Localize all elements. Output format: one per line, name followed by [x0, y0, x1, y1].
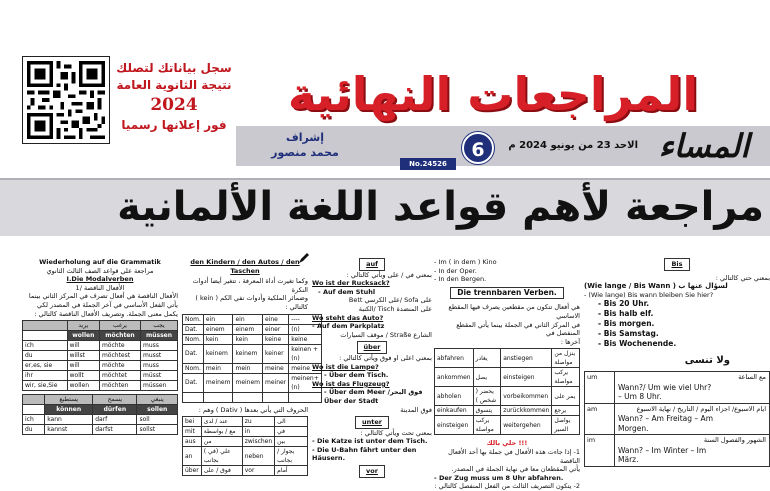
- answer: - Über dem Tisch.: [324, 371, 389, 380]
- table-cell: aus: [183, 437, 202, 447]
- table-cell: kann: [45, 415, 93, 425]
- time-prep: am: [585, 404, 615, 435]
- table-header: können: [45, 405, 93, 415]
- intro-line: هي أفعال تتكون من مقطعين يصرف فيها المقطع الاساسي: [448, 303, 580, 320]
- answer: - Auf dem Parkplatz: [312, 322, 385, 331]
- table-cell: ----: [289, 314, 322, 324]
- intro-line: يكمل معنى الجملة. وتصريف الأفعال الناقصة كالتالي :: [34, 309, 178, 318]
- table-row: [435, 416, 580, 435]
- promo-line-1: سجل بياناتك لتصلك: [116, 61, 232, 75]
- table-cell: الى: [275, 417, 308, 427]
- intro-line: الأفعال الناقصة هي أفعال تصرف في المركز الثاني بينما: [28, 292, 178, 301]
- example: - Die Katze ist unter dem Tisch.: [312, 437, 428, 446]
- table-row: [183, 344, 322, 363]
- table-cell: weitergehen: [501, 416, 552, 435]
- table-cell: يرغب: [99, 321, 140, 331]
- time-prep-note: الشهور والفصول السنة: [703, 436, 766, 445]
- answer-note: على Sofa /على الكرسي Bett: [348, 296, 432, 305]
- promo-year: 2024: [150, 95, 198, 115]
- table-cell: ich: [23, 415, 45, 425]
- table-row: [23, 341, 178, 351]
- table-row: [435, 406, 580, 416]
- table-cell: anstiegen: [501, 349, 552, 368]
- table-row: [435, 387, 580, 406]
- articles-table: [182, 314, 322, 403]
- table-cell: neben: [242, 447, 274, 466]
- time-prep-example: – Um 8 Uhr.: [618, 392, 662, 402]
- section-heading-ar: الأفعال الناقصة /1: [75, 283, 125, 292]
- table-row: [23, 381, 178, 391]
- table-cell: einsteigen: [501, 368, 552, 387]
- separable-verbs-table: [434, 348, 580, 435]
- table-cell: meinen+ (n): [289, 373, 322, 392]
- tip-example: - Der Zug muss um 8 Uhr abfahren.: [434, 473, 564, 482]
- articles-heading: den Kindern / den Autos / den Taschen: [190, 258, 300, 275]
- table-cell: (n): [289, 324, 322, 334]
- tip-heading: حلي بالك !!!: [486, 439, 528, 448]
- table-cell: mit: [183, 427, 202, 437]
- question: Wo ist das Flugzeug?: [312, 379, 390, 388]
- table-cell: Dat.: [183, 344, 204, 363]
- table-cell: möchtest: [99, 351, 140, 361]
- table-row: [183, 427, 308, 437]
- table-cell: musst: [140, 351, 177, 361]
- table-cell: يركب مواصلة: [473, 416, 501, 435]
- example-line: - In der Oper.: [434, 266, 477, 275]
- table-cell: du: [23, 425, 45, 435]
- table-cell: يسمح: [93, 395, 137, 405]
- table-cell: في: [275, 427, 308, 437]
- table-cell: [233, 392, 263, 402]
- table-cell: wollt: [67, 371, 99, 381]
- time-prep-example: Wann? – Am Freitag – Am: [618, 414, 713, 424]
- table-cell: an: [183, 447, 202, 466]
- table-cell: einem: [233, 324, 263, 334]
- table-cell: vorbeikommen: [501, 387, 552, 406]
- separable-verbs-box: Die trennbaren Verben.: [450, 287, 564, 300]
- table-cell: keiner: [263, 344, 289, 363]
- promo-line-2: نتيجة الثانوية العامة: [116, 78, 232, 92]
- table-cell: Nom.: [183, 334, 204, 344]
- table-cell: ankommen: [435, 368, 474, 387]
- table-row: [183, 324, 322, 334]
- table-row: [183, 392, 322, 402]
- table-header: dürfen: [93, 405, 137, 415]
- column-modal-verbs: [22, 258, 178, 488]
- table-cell: يواصل السير: [552, 416, 580, 435]
- table-cell: keinem: [203, 344, 233, 363]
- table-header: sollen: [137, 405, 178, 415]
- table-cell: zu: [242, 417, 274, 427]
- table-row: [23, 415, 178, 425]
- table-cell: einkaufen: [435, 406, 474, 416]
- table-cell: [23, 395, 45, 405]
- table-cell: مع / بواسطة: [201, 427, 242, 437]
- answer-note: الشارع Straße / موقف السيارات: [340, 330, 432, 339]
- issue-number-badge: 6: [462, 132, 494, 164]
- table-cell: du: [23, 351, 68, 361]
- table-cell: [23, 405, 45, 415]
- table-row: [435, 368, 580, 387]
- table-row: [183, 363, 322, 373]
- time-prep-note: مع الساعة: [738, 373, 766, 382]
- table-cell: يمر على: [552, 387, 580, 406]
- results-promo: [116, 60, 232, 134]
- table-cell: will: [67, 341, 99, 351]
- column-bis: [584, 258, 770, 488]
- note-line: وضمائر الملكية وأدوات نفي الكم ( kein ) كالتالي :: [195, 294, 308, 311]
- table-cell: ein: [233, 314, 263, 324]
- table-cell: vor: [242, 466, 274, 476]
- table-header: möchten: [99, 331, 140, 341]
- question: Wo steht das Auto?: [312, 313, 384, 322]
- table-cell: بين: [275, 437, 308, 447]
- column-articles: [182, 258, 319, 488]
- table-cell: kein: [203, 334, 233, 344]
- intro-line: يأتي الفعل الأساسي في آخر الجملة في المصدر لكي: [36, 300, 178, 309]
- auf-description: بمعني في / على وبأتي كالتالي :: [346, 270, 432, 279]
- table-cell: kein: [233, 334, 263, 344]
- table-cell: einer: [263, 324, 289, 334]
- table-cell: ينزل من مواصلة: [552, 349, 580, 368]
- subject-title: مراجعة لأهم قواعد اللغة الألمانية: [117, 184, 764, 230]
- supervision-label: إشراف: [286, 131, 324, 144]
- table-row: [23, 361, 178, 371]
- intro-line: في المركز الثاني في الجملة بينما يأتي المقطع المنفصل في: [456, 320, 580, 338]
- table-cell: meine: [263, 363, 289, 373]
- table-cell: عند / لدى: [201, 417, 242, 427]
- bis-item: - Bis Wochenende.: [598, 339, 677, 349]
- table-cell: [203, 392, 233, 402]
- table-cell: keinem: [233, 344, 263, 363]
- table-cell: meinem: [233, 373, 263, 392]
- table-cell: müssen: [140, 381, 177, 391]
- answer-note: على المنضدة Tisch /الكنبة: [358, 304, 432, 313]
- tip-line: 2- يتكون التصريف الثالث من الفعل المنفصل كالتالي :: [434, 482, 580, 491]
- ueber-box: über: [357, 341, 388, 354]
- table-cell: sollst: [137, 425, 178, 435]
- section-heading: I.Die Modalverben: [66, 275, 134, 284]
- answer: - Über dem Meer /فوق البحر Über der Stadt: [324, 388, 423, 405]
- time-prep: um: [585, 372, 615, 403]
- table-cell: abfahren: [435, 349, 474, 368]
- note-line: وكما تغيرت أداة المعرفة ، تتغير أيضا أدوات النكرة: [192, 277, 308, 294]
- table-cell: in: [242, 427, 274, 437]
- example-line: - Im ( in dem ) Kino: [434, 258, 497, 266]
- bis-item: - Bis Samstag.: [598, 329, 659, 339]
- table-cell: يغادر: [473, 349, 501, 368]
- unter-box: unter: [355, 416, 389, 429]
- tip-line: يأتي المقطعان معا في نهاية الجملة في المصدر.: [451, 465, 580, 474]
- time-prep: im: [585, 435, 615, 466]
- table-cell: يصل: [473, 368, 501, 387]
- bis-question-line: - (Wie lange) Bis wann bleiben Sie hier?: [584, 290, 714, 299]
- answer: - Auf dem Stuhl: [318, 287, 376, 296]
- table-row: [435, 349, 580, 368]
- table-cell: ein: [203, 314, 233, 324]
- modal-verbs-table-2: [22, 394, 178, 435]
- auf-box: auf: [359, 258, 385, 271]
- table-cell: [263, 392, 289, 402]
- issue-code: No.24526: [400, 158, 456, 170]
- table-cell: من: [201, 437, 242, 447]
- bis-item: - Bis halb elf.: [598, 309, 654, 319]
- table-row: [23, 351, 178, 361]
- example: - Die U-Bahn fährt unter den Häusern.: [312, 445, 417, 463]
- table-cell: wir, sie,Sie: [23, 381, 68, 391]
- table-cell: Nom.: [183, 363, 204, 373]
- time-prep-note: ايام الاسبوع/ اجزاء اليوم / التاريخ / نهاية الاسبوع: [636, 404, 766, 413]
- question: Wo ist der Rucksack?: [312, 279, 390, 288]
- table-cell: ينبغي: [137, 395, 178, 405]
- table-cell: أمام: [275, 466, 308, 476]
- supervisor-name: محمد منصور: [271, 146, 339, 159]
- table-row: [23, 425, 178, 435]
- table-cell: möchte: [99, 361, 140, 371]
- bis-question-line: (Wie lange / Bis Wann ) لسؤال عنها ب: [584, 282, 728, 291]
- table-cell: muss: [140, 341, 177, 351]
- column-prepositions: [312, 258, 432, 488]
- time-row: [584, 435, 770, 467]
- table-row: [183, 437, 308, 447]
- table-cell: بجوار / بجانب: [275, 447, 308, 466]
- time-prep-example: Wann? – Im Winter – Im: [618, 445, 707, 455]
- table-row: [183, 334, 322, 344]
- table-cell: über: [183, 466, 202, 476]
- table-cell: will: [67, 361, 99, 371]
- promo-line-3: فور إعلانها رسميا: [121, 118, 227, 132]
- table-cell: wollen: [67, 381, 99, 391]
- table-header: müssen: [140, 331, 177, 341]
- table-cell: müsst: [140, 371, 177, 381]
- qr-code[interactable]: [22, 56, 110, 144]
- table-row: [23, 371, 178, 381]
- question: Wo ist die Lampe?: [312, 362, 379, 371]
- bis-item: - Bis 20 Uhr.: [598, 299, 650, 309]
- table-cell: zurückkommen: [501, 406, 552, 416]
- table-cell: er,es, sie: [23, 361, 68, 371]
- dativ-note: الحروف التي يأتي بعدها ( Dativ ) وهم :: [198, 405, 308, 414]
- grammar-subtitle: مراجعة علي قواعد الصف الثالث الثانوي: [46, 266, 154, 275]
- time-prep-example: März.: [618, 455, 639, 465]
- table-cell: kannst: [45, 425, 93, 435]
- table-cell: فوق / على: [201, 466, 242, 476]
- table-cell: يحضر ( شخص ): [473, 387, 501, 406]
- time-prepositions-box: [584, 371, 770, 467]
- table-cell: [183, 392, 204, 402]
- table-cell: willst: [67, 351, 99, 361]
- table-row: [183, 447, 308, 466]
- table-cell: يجب: [140, 321, 177, 331]
- time-prep-example: Wann?/ Um wie viel Uhr?: [618, 382, 712, 392]
- table-cell: يركب مواصلة: [552, 368, 580, 387]
- table-cell: Nom.: [183, 314, 204, 324]
- grammar-title: Wiederholung auf die Grammatik: [39, 258, 161, 266]
- time-row: [584, 372, 770, 404]
- issue-date: الاحد 23 من يونيو 2024 م: [508, 140, 638, 151]
- table-cell: ihr: [23, 371, 68, 381]
- modal-verbs-table-1: [22, 320, 178, 391]
- dont-forget-heading: ولا تنسى: [684, 355, 730, 367]
- table-cell: mein: [233, 363, 263, 373]
- table-cell: meinem: [203, 373, 233, 392]
- table-row: [183, 373, 322, 392]
- page-main-title: المراجعات النهائية: [287, 67, 699, 121]
- bis-item: - Bis morgen.: [598, 319, 655, 329]
- table-cell: muss: [140, 361, 177, 371]
- table-cell: علي (في ) بجانب: [201, 447, 242, 466]
- table-cell: darf: [93, 415, 137, 425]
- table-cell: Dat.: [183, 324, 204, 334]
- table-row: [183, 417, 308, 427]
- table-cell: eine: [263, 314, 289, 324]
- table-cell: abholen: [435, 387, 474, 406]
- table-cell: möchtet: [99, 371, 140, 381]
- newspaper-logo: المساء: [658, 127, 750, 165]
- table-cell: meiner: [263, 373, 289, 392]
- table-cell: Dat.: [183, 373, 204, 392]
- table-cell: meine: [289, 363, 322, 373]
- table-cell: einem: [203, 324, 233, 334]
- table-cell: يرجع: [552, 406, 580, 416]
- table-cell: bei: [183, 417, 202, 427]
- table-cell: ich: [23, 341, 68, 351]
- table-cell: keinen + (n): [289, 344, 322, 363]
- table-cell: möchte: [99, 341, 140, 351]
- supervision-credit: [255, 130, 355, 160]
- table-cell: يستطيع: [45, 395, 93, 405]
- table-cell: mein: [203, 363, 233, 373]
- table-cell: zwischen: [242, 437, 274, 447]
- table-cell: soll: [137, 415, 178, 425]
- table-cell: [23, 331, 68, 341]
- column-separable-verbs: [434, 258, 580, 491]
- example-line: - In den Bergen.: [434, 275, 487, 284]
- table-row: [183, 466, 308, 476]
- bis-box: Bis: [664, 258, 689, 271]
- ueber-description: بمعني اعلى او فوق ويأتي كالتالي :: [339, 353, 432, 362]
- table-cell: darfst: [93, 425, 137, 435]
- table-cell: keine: [263, 334, 289, 344]
- bis-description: بمعني حتي كالتالي :: [715, 273, 770, 282]
- tip-line: 1- إذا جاءت هذه الأفعال في جملة بها أحد الأفعال الناقصة: [448, 447, 580, 465]
- table-cell: einsteigen: [435, 416, 474, 435]
- time-row: [584, 404, 770, 436]
- intro-line: آخرها :: [560, 337, 580, 346]
- answer-note: فوق المدينة: [400, 405, 432, 414]
- table-cell: يتسوق: [473, 406, 501, 416]
- table-header: wollen: [67, 331, 99, 341]
- dativ-prepositions-table: [182, 416, 308, 476]
- unter-description: بمعني تحت ويأتي كالتالي :: [360, 428, 432, 437]
- table-cell: keine: [289, 334, 322, 344]
- time-prep-example: Morgen.: [618, 423, 649, 433]
- table-cell: möchten: [99, 381, 140, 391]
- table-cell: [23, 321, 68, 331]
- vor-box: vor: [359, 465, 385, 478]
- table-cell: يريد: [67, 321, 99, 331]
